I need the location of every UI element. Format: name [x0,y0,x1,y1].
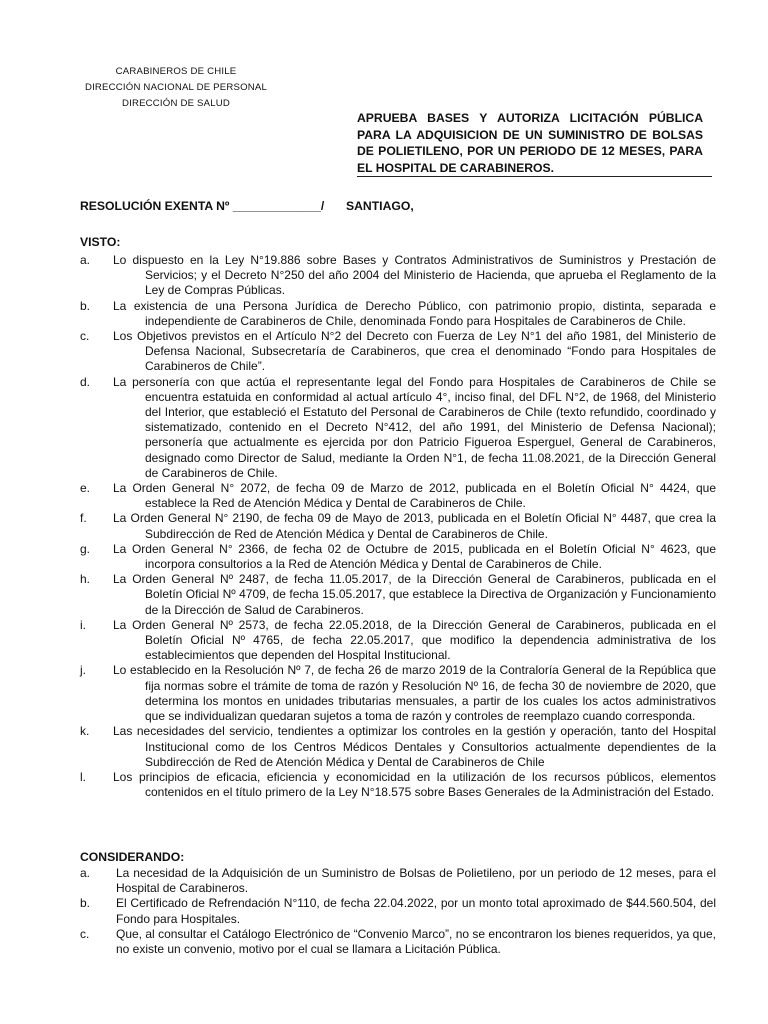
item-text: La Orden General N° 2366, de fecha 02 de Octubre de 2015, publicada en el Boletín Oficial N° 4623, que incorpora consultorios a la Red de Atención Médica y Dental de Carabineros de Chile. [113,541,716,572]
item-text: La necesidad de la Adquisición de un Suministro de Bolsas de Polietileno, por un periodo de 12 meses, para el Hospital de Carabineros. [116,866,716,896]
item-text: La Orden General Nº 2573, de fecha 22.05.2018, de la Dirección General de Carabineros, publicada en el Boletín Oficial Nº 4765, de fecha 22.05.2017, que modifico la dependencia administrativa de los establecimientos que dependen del Hospital Institucional. [113,617,716,663]
agency-line: DIRECCIÓN DE SALUD [121,98,231,109]
document-title: APRUEBA BASES Y AUTORIZA LICITACIÓN PÚBLICA PARA LA ADQUISICION DE UN SUMINISTRO DE BOLSAS DE POLIETILENO, POR UN PERIODO DE 12 MESES, PARA EL HOSPITAL DE CARABINEROS. [357,111,703,175]
considerando-item [80,866,716,896]
item-marker: h. [80,572,91,587]
item-text: Los Objetivos previstos en el Artículo N°2 del Decreto con Fuerza de Ley N°1 del año 1981, del Ministerio de Defensa Nacional, Subsecretaría de Carabineros, que crea el denominado “Fondo para Hospitales de Carabineros de Chile”. [113,329,716,374]
item-marker: l. [80,769,86,784]
resolution-number: RESOLUCIÓN EXENTA Nº _____________/ [80,199,325,213]
item-marker: a. [80,866,91,880]
visto-item [80,329,716,375]
item-marker: f. [80,511,87,526]
visto-item [80,511,716,541]
visto-item [80,572,716,618]
item-text: Los principios de eficacia, eficiencia y economicidad en la utilización de los recursos públicos, elementos contenidos en el título primero de la Ley N°18.575 sobre Bases Generales de la Administración del Estado. [113,769,716,800]
item-text: La Orden General N° 2190, de fecha 09 de Mayo de 2013, publicada en el Boletín Oficial N° 4487, que crea la Subdirección de Red de Atención Médica y Dental de Carabineros de Chile. [113,511,716,541]
considerando-item [80,896,716,926]
visto-item [80,770,716,800]
item-text: La personería con que actúa el representante legal del Fondo para Hospitales de Carabineros de Chile se encuentra estatuida en conformidad al actual artículo 4°, inciso final, del DFL N°2, de 1968, del Ministerio del Interior, que estableció el Estatuto del Personal de Carabineros de Chile (texto refundido, coordinado y sistematizado, contenido en el Decreto N°412, del año 1991, del Ministerio de Defensa Nacional); personería que actualmente es ejercida por don Patricio Figueroa Esperguel, General de Carabineros, designado como Director de Salud, mediante la Orden N°1, de fecha 11.08.2021, de la Dirección General de Carabineros de Chile. [113,374,716,480]
title-underline [357,176,712,177]
item-marker: k. [80,724,90,739]
item-marker: c. [80,329,90,344]
item-marker: d. [80,374,91,389]
visto-item [80,663,716,724]
item-text: Lo dispuesto en la Ley N°19.886 sobre Bases y Contratos Administrativos de Suministros y Prestación de Servicios; y el Decreto N°250 del año 2004 del Ministerio de Hacienda, que aprueba el Reglamento de la Ley de Compras Públicas. [113,253,716,298]
visto-list [80,253,716,800]
item-marker: a. [80,253,91,267]
visto-item [80,724,716,770]
item-marker: g. [80,541,91,556]
resolution-city: SANTIAGO, [346,199,414,213]
item-text: La Orden General N° 2072, de fecha 09 de Marzo de 2012, publicada en el Boletín Oficial N° 4424, que establece la Red de Atención Médica y Dental de Carabineros de Chile. [113,481,716,511]
agency-header [78,64,274,112]
visto-heading: VISTO: [80,235,121,249]
visto-item [80,253,716,299]
item-text: La existencia de una Persona Jurídica de Derecho Público, con patrimonio propio, distinta, separada e independiente de Carabineros de Chile, denominada Fondo para Hospitales de Carabineros de Chile. [113,298,716,328]
item-marker: c. [80,926,90,941]
item-text: La Orden General Nº 2487, de fecha 11.05.2017, de la Dirección General de Carabineros, publicada en el Boletín Oficial Nº 4709, de fecha 15.05.2017, que establece la Directiva de Organización y Funcionamiento de la Dirección de Salud de Carabineros. [113,572,716,617]
considerando-heading: CONSIDERANDO: [80,850,185,864]
visto-item [80,618,716,664]
visto-item [80,481,716,511]
item-marker: e. [80,481,91,496]
item-marker: j. [80,663,86,678]
agency-line: CARABINEROS DE CHILE [115,66,237,77]
considerando-item [80,927,716,957]
agency-line: DIRECCIÓN NACIONAL DE PERSONAL [84,82,268,93]
visto-item [80,299,716,329]
item-marker: b. [80,298,91,313]
item-text: Las necesidades del servicio, tendientes a optimizar los controles en la gestión y operación, tanto del Hospital Institucional como de los Centros Médicos Dentales y Consultorios actualmente dependientes de la Subdirección de Red de Atención Médica y Dental de Carabineros de Chile [113,724,716,769]
item-marker: i. [80,617,86,632]
item-text: Lo establecido en la Resolución Nº 7, de fecha 26 de marzo 2019 de la Contraloría General de la República que fija normas sobre el trámite de toma de razón y Resolución Nº 16, de fecha 30 de noviembre de 2020, que determina los montos en unidades tributarias mensuales, a partir de los cuales los actos administrativos que se individualizan quedaran sujetos a toma de razón y controles de reemplazo cuando corresponda. [113,663,716,724]
visto-item [80,375,716,481]
item-marker: b. [80,896,91,911]
visto-item [80,542,716,572]
considerando-list [80,866,716,957]
item-text: Que, al consultar el Catálogo Electrónico de “Convenio Marco”, no se encontraron los bienes requeridos, ya que, no existe un convenio, motivo por el cual se llamara a Licitación Pública. [116,926,716,957]
item-text: El Certificado de Refrendación N°110, de fecha 22.04.2022, por un monto total aproximado de $44.560.504, del Fondo para Hospitales. [116,896,716,926]
